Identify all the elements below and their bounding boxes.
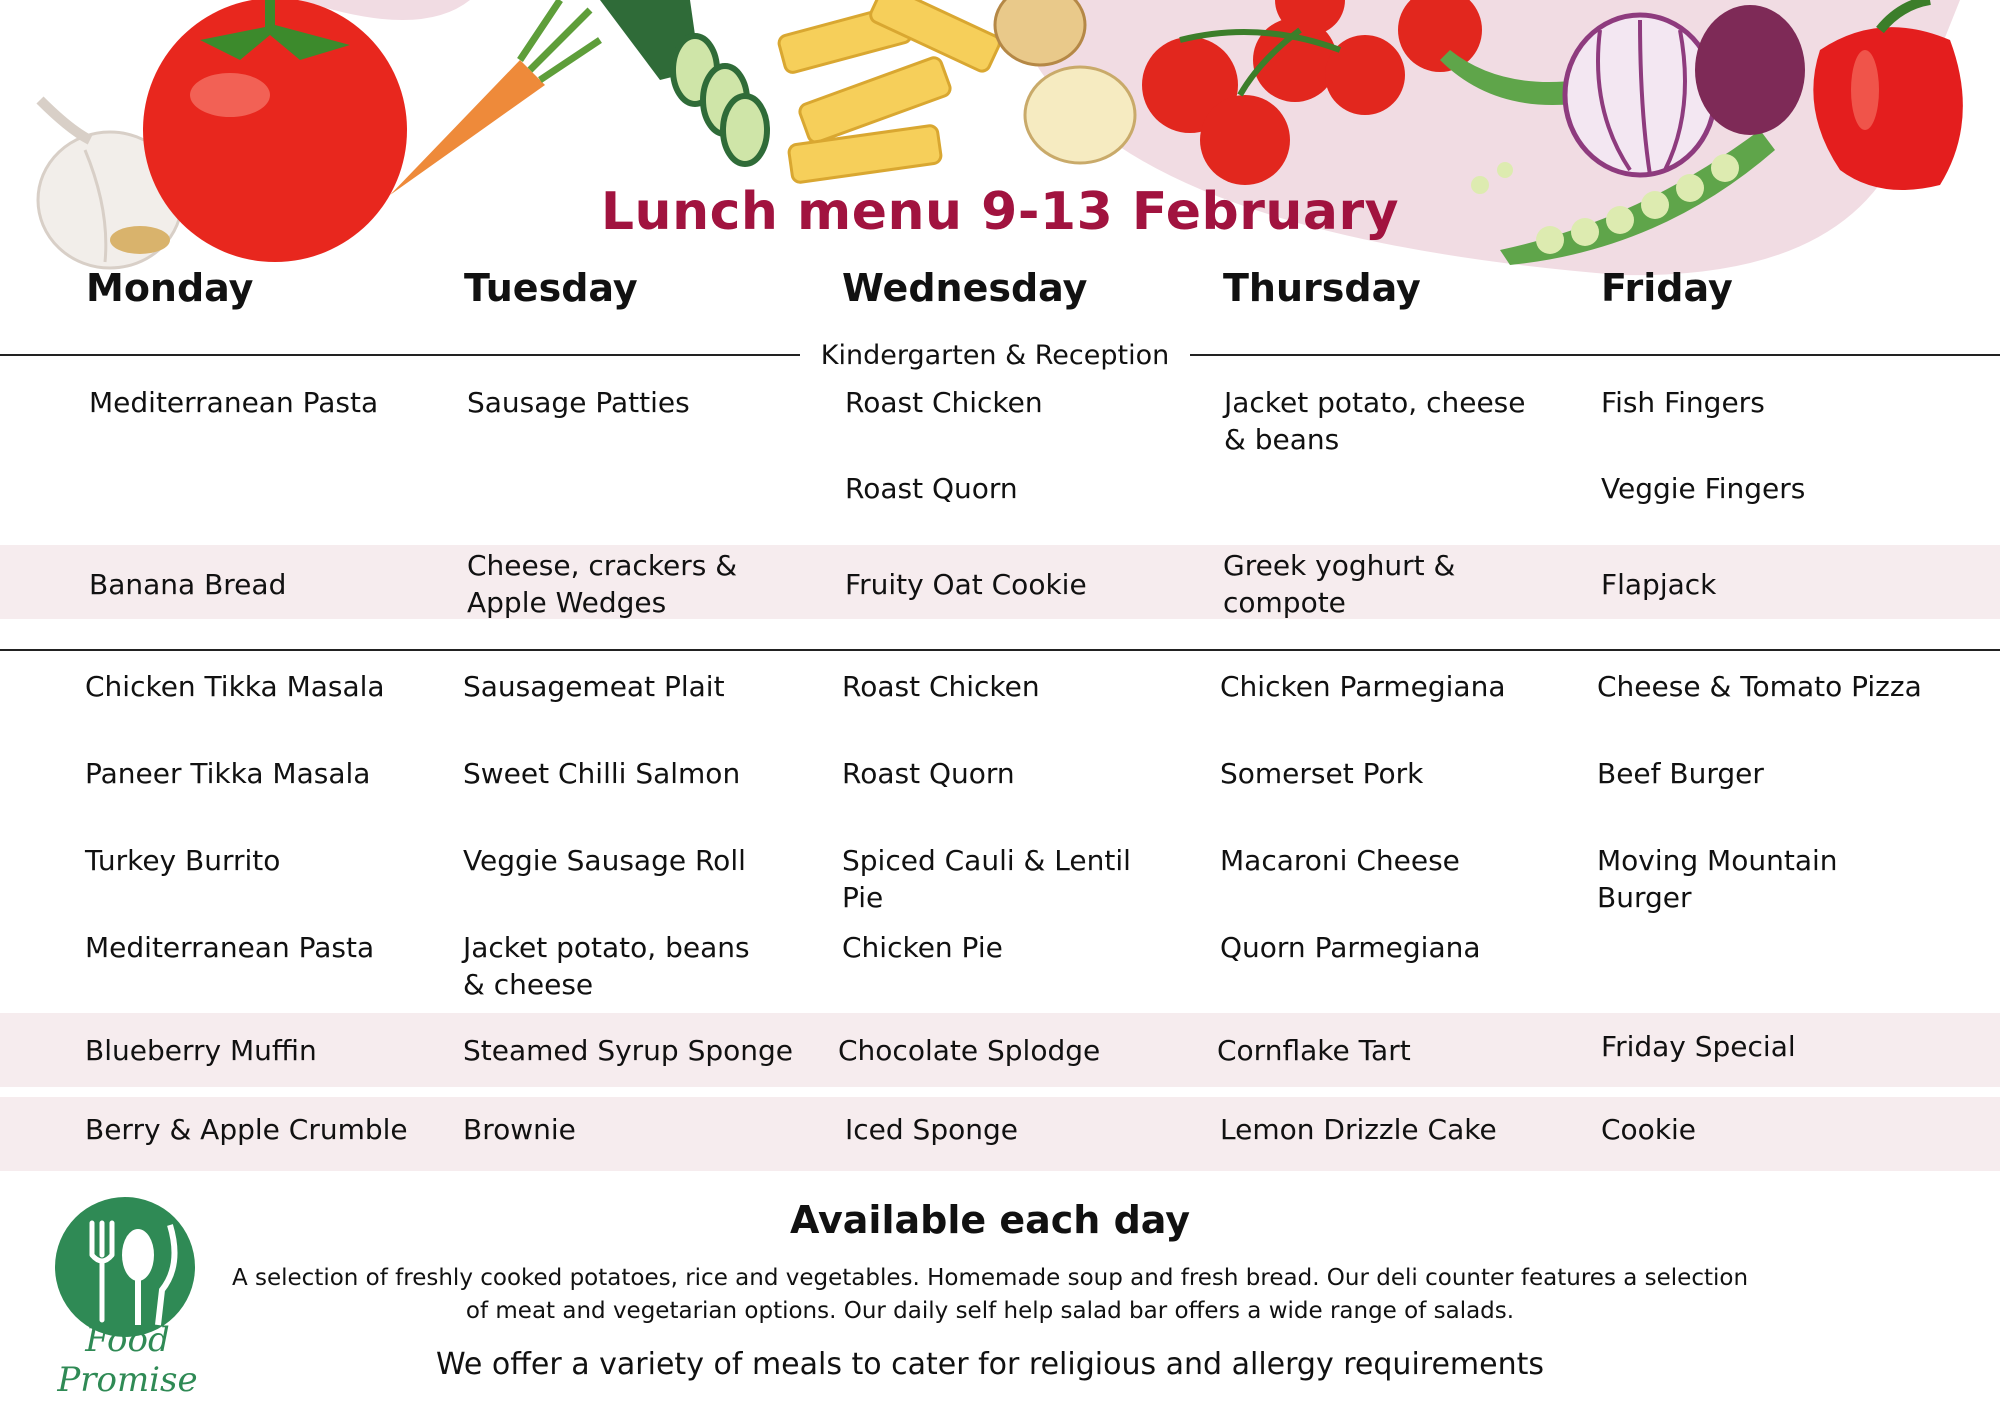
day-header-monday: Monday xyxy=(86,266,254,310)
kg-main-wednesday-2: Roast Quorn xyxy=(845,472,1018,505)
kg-main-tuesday-1: Sausage Patties xyxy=(467,386,690,419)
penne-pasta-icon xyxy=(777,0,1002,183)
dessert2-thursday: Lemon Drizzle Cake xyxy=(1220,1113,1497,1146)
main-thursday-3: Macaroni Cheese xyxy=(1220,844,1460,877)
kg-dessert-tuesday: Cheese, crackers & Apple Wedges xyxy=(467,549,738,619)
dessert2-monday: Berry & Apple Crumble xyxy=(85,1113,408,1146)
vegetable-illustration-banner xyxy=(0,0,2000,290)
kg-main-thursday-1: Jacket potato, cheese & beans xyxy=(1224,386,1526,456)
kg-dessert-thursday: Greek yoghurt & compote xyxy=(1223,549,1456,619)
kg-main-friday-2: Veggie Fingers xyxy=(1601,472,1806,505)
main-tuesday-4: Jacket potato, beans & cheese xyxy=(463,931,750,1001)
main-tuesday-2: Sweet Chilli Salmon xyxy=(463,757,741,790)
main-wednesday-1: Roast Chicken xyxy=(842,670,1040,703)
main-monday-4: Mediterranean Pasta xyxy=(85,931,375,964)
main-tuesday-1: Sausagemeat Plait xyxy=(463,670,725,703)
divider-line xyxy=(0,354,808,356)
main-thursday-4: Quorn Parmegiana xyxy=(1220,931,1481,964)
day-header-tuesday: Tuesday xyxy=(464,266,638,310)
dessert2-tuesday: Brownie xyxy=(463,1113,576,1146)
dessert1-wednesday: Chocolate Splodge xyxy=(838,1034,1101,1067)
main-monday-3: Turkey Burrito xyxy=(85,844,281,877)
divider-line xyxy=(0,649,2000,651)
main-friday-2: Beef Burger xyxy=(1597,757,1764,790)
kg-dessert-monday: Banana Bread xyxy=(89,568,287,601)
dessert1-friday: Friday Special xyxy=(1601,1030,1796,1063)
divider-line xyxy=(1188,354,2000,356)
section-label-kindergarten: Kindergarten & Reception xyxy=(800,340,1190,371)
menu-title: Lunch menu 9-13 February xyxy=(600,182,1400,242)
cucumber-icon xyxy=(600,0,767,164)
available-description: A selection of freshly cooked potatoes, rice and vegetables. Homemade soup and fresh bread. Our deli counter features a selection of meat and vegetarian options. Our daily self help salad bar offers a wide range of salads. xyxy=(231,1265,1749,1324)
kg-dessert-friday: Flapjack xyxy=(1601,568,1717,601)
available-title: Available each day xyxy=(789,1198,1191,1242)
carrot-icon xyxy=(390,0,600,195)
main-tuesday-3: Veggie Sausage Roll xyxy=(463,844,746,877)
dessert2-wednesday: Iced Sponge xyxy=(845,1113,1018,1146)
day-header-thursday: Thursday xyxy=(1223,266,1421,310)
day-header-wednesday: Wednesday xyxy=(842,266,1088,310)
dessert1-monday: Blueberry Muffin xyxy=(85,1034,317,1067)
kg-main-wednesday-1: Roast Chicken xyxy=(845,386,1043,419)
main-thursday-2: Somerset Pork xyxy=(1220,757,1424,790)
kg-main-monday-1: Mediterranean Pasta xyxy=(89,386,379,419)
main-wednesday-2: Roast Quorn xyxy=(842,757,1015,790)
main-friday-1: Cheese & Tomato Pizza xyxy=(1597,670,1922,703)
allergy-note: We offer a variety of meals to cater for religious and allergy requirements xyxy=(436,1347,1544,1382)
dessert1-tuesday: Steamed Syrup Sponge xyxy=(463,1034,794,1067)
logo-text: Food Promise xyxy=(57,1320,198,1400)
day-header-friday: Friday xyxy=(1601,266,1733,310)
main-wednesday-4: Chicken Pie xyxy=(842,931,1003,964)
kg-main-friday-1: Fish Fingers xyxy=(1601,386,1765,419)
main-monday-2: Paneer Tikka Masala xyxy=(85,757,371,790)
main-thursday-1: Chicken Parmegiana xyxy=(1220,670,1506,703)
main-friday-3: Moving Mountain Burger xyxy=(1597,844,1838,914)
dessert1-thursday: Cornflake Tart xyxy=(1217,1034,1411,1067)
kg-dessert-wednesday: Fruity Oat Cookie xyxy=(845,568,1087,601)
main-wednesday-3: Spiced Cauli & Lentil Pie xyxy=(842,844,1131,914)
dessert2-friday: Cookie xyxy=(1601,1113,1697,1146)
main-monday-1: Chicken Tikka Masala xyxy=(85,670,385,703)
